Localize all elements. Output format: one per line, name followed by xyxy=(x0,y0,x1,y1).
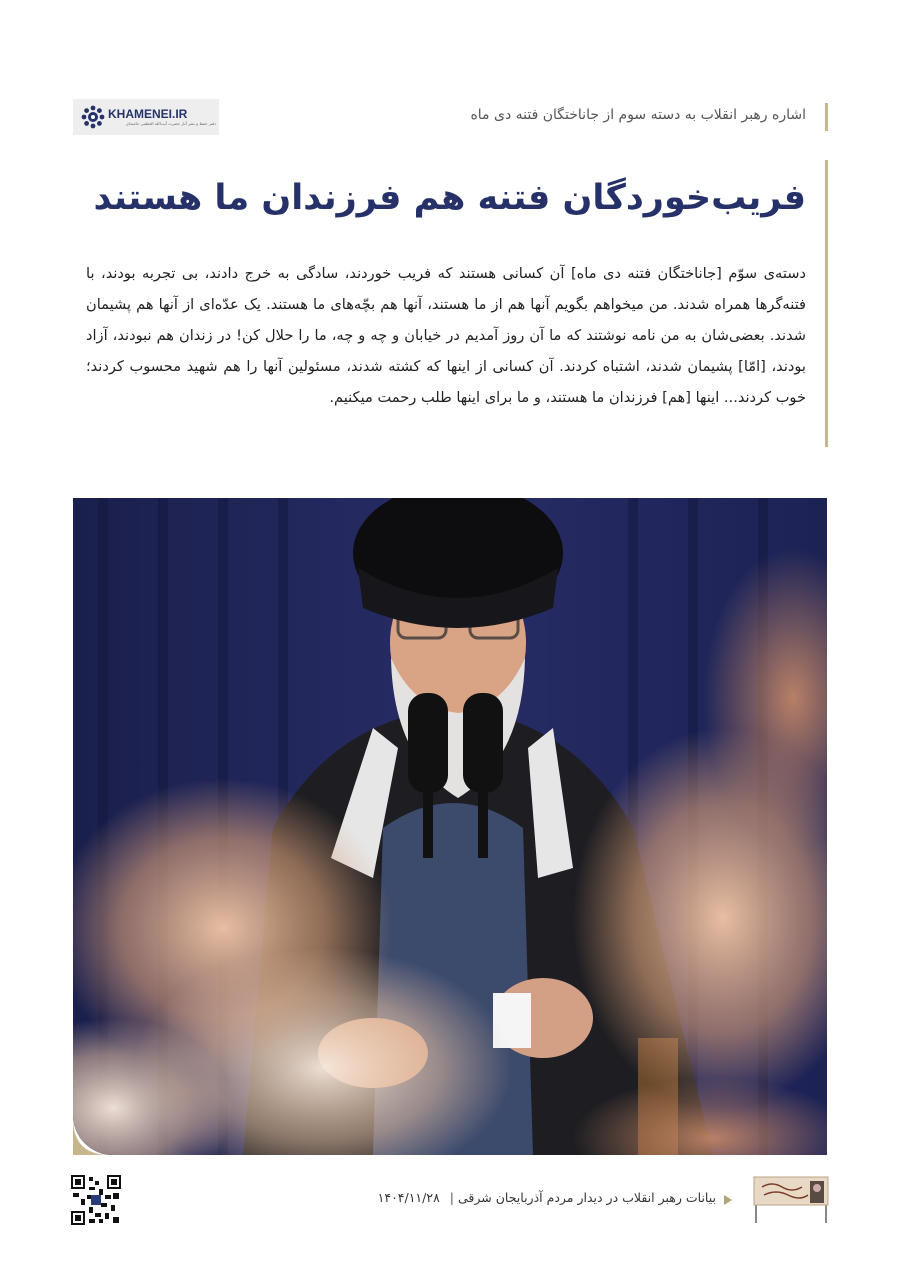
portrait-photo xyxy=(73,498,827,1155)
footer-caption xyxy=(372,1188,716,1208)
supertitle-accent-bar xyxy=(825,103,828,131)
logo-subtext: دفتر حفظ و نشر آثار حضرت آیت‌الله العظمی خامنه‌ای xyxy=(125,120,216,126)
supertitle: اشاره رهبر انقلاب به دسته سوم از جاناختگان فتنه دی ماه xyxy=(470,107,806,123)
quote-body: دسته‌ی سوّم [جاناختگان فتنه دی ماه] آن کسانی هستند که فریب خوردند، سادگی به خرج دادند، بی تجربه بودند، با فتنه‌گرها همراه شدند. من میخواهم بگویم آنها هم از ما هستند، آنها هم بچّه‌های ما هستند. یک عدّه‌ای از آنها هم پشیمان شدند. بعضی‌شان به من نامه نوشتند که ما آن روز آمدیم در خیابان و چه و چه، ما را حلال کن! در زندان هم نبودند، آزاد بودند، [امّا] پشیمان شدند، اشتباه کردند. آن کسانی از اینها که کشته شدند، مسئولین آنها را هم شهید محسوب کردند؛ خوب کردند... اینها [هم] فرزندان ما هستند، و ما برای اینها طلب رحمت میکنیم. xyxy=(86,265,806,406)
triangle-bullet-icon xyxy=(724,1195,732,1205)
page-title: فریب‌خوردگان فتنه هم فرزندان ما هستند xyxy=(93,178,806,218)
site-logo xyxy=(73,99,219,135)
khamenei-logo-icon xyxy=(81,105,105,129)
footer-source: بیانات رهبر انقلاب در دیدار مردم آذربایجان شرقی xyxy=(457,1190,716,1205)
photo-corner-accent xyxy=(73,1118,113,1158)
content-accent-bar xyxy=(825,160,828,447)
footer-separator: | xyxy=(449,1190,454,1205)
logo-text: KHAMENEI.IR xyxy=(108,106,188,121)
banner-icon xyxy=(752,1173,830,1223)
footer-date: ۱۴۰۴/۱۱/۲۸ xyxy=(377,1190,440,1205)
qr-code-icon xyxy=(71,1175,121,1225)
